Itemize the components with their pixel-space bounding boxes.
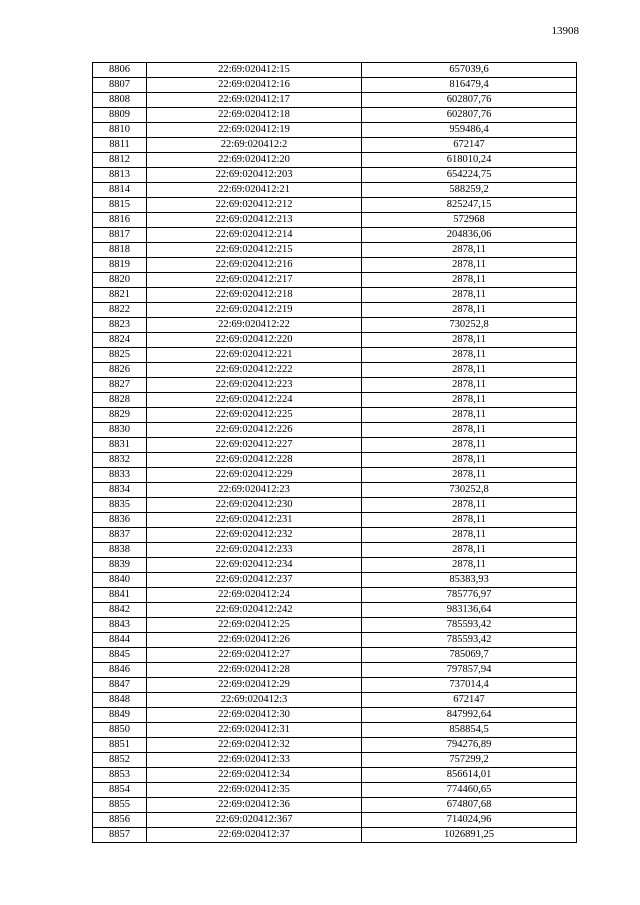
table-row	[93, 423, 577, 438]
value-cell: 204836,06	[362, 228, 577, 243]
value-cell: 714024,96	[362, 813, 577, 828]
table-row	[93, 768, 577, 783]
cadastral-number-cell: 22:69:020412:242	[147, 603, 362, 618]
value-cell: 774460,65	[362, 783, 577, 798]
table-row	[93, 678, 577, 693]
table-body	[93, 63, 577, 843]
row-number-cell: 8843	[93, 618, 147, 633]
cadastral-number-cell: 22:69:020412:229	[147, 468, 362, 483]
table-row	[93, 138, 577, 153]
row-number-cell: 8826	[93, 363, 147, 378]
value-cell: 572968	[362, 213, 577, 228]
cadastral-number-cell: 22:69:020412:225	[147, 408, 362, 423]
table-row	[93, 693, 577, 708]
value-cell: 2878,11	[362, 243, 577, 258]
cadastral-number-cell: 22:69:020412:17	[147, 93, 362, 108]
row-number-cell: 8849	[93, 708, 147, 723]
table-row	[93, 273, 577, 288]
cadastral-number-cell: 22:69:020412:19	[147, 123, 362, 138]
cadastral-number-cell: 22:69:020412:224	[147, 393, 362, 408]
cadastral-number-cell: 22:69:020412:226	[147, 423, 362, 438]
table-row	[93, 168, 577, 183]
table-row	[93, 588, 577, 603]
cadastral-number-cell: 22:69:020412:25	[147, 618, 362, 633]
table-row	[93, 468, 577, 483]
value-cell: 2878,11	[362, 498, 577, 513]
cadastral-number-cell: 22:69:020412:214	[147, 228, 362, 243]
value-cell: 602807,76	[362, 108, 577, 123]
row-number-cell: 8813	[93, 168, 147, 183]
table-row	[93, 348, 577, 363]
row-number-cell: 8818	[93, 243, 147, 258]
cadastral-number-cell: 22:69:020412:234	[147, 558, 362, 573]
table-row	[93, 303, 577, 318]
row-number-cell: 8827	[93, 378, 147, 393]
table-row	[93, 483, 577, 498]
cadastral-number-cell: 22:69:020412:26	[147, 633, 362, 648]
row-number-cell: 8838	[93, 543, 147, 558]
row-number-cell: 8831	[93, 438, 147, 453]
cadastral-number-cell: 22:69:020412:223	[147, 378, 362, 393]
table-row	[93, 723, 577, 738]
value-cell: 2878,11	[362, 558, 577, 573]
row-number-cell: 8841	[93, 588, 147, 603]
table-row	[93, 708, 577, 723]
value-cell: 2878,11	[362, 453, 577, 468]
row-number-cell: 8839	[93, 558, 147, 573]
table-row	[93, 93, 577, 108]
table-row	[93, 363, 577, 378]
value-cell: 730252,8	[362, 318, 577, 333]
table-row	[93, 783, 577, 798]
value-cell: 85383,93	[362, 573, 577, 588]
value-cell: 816479,4	[362, 78, 577, 93]
table-row	[93, 573, 577, 588]
row-number-cell: 8807	[93, 78, 147, 93]
row-number-cell: 8833	[93, 468, 147, 483]
table-row	[93, 738, 577, 753]
value-cell: 2878,11	[362, 528, 577, 543]
row-number-cell: 8829	[93, 408, 147, 423]
value-cell: 2878,11	[362, 513, 577, 528]
value-cell: 602807,76	[362, 93, 577, 108]
table-row	[93, 228, 577, 243]
value-cell: 856614,01	[362, 768, 577, 783]
row-number-cell: 8812	[93, 153, 147, 168]
table-row	[93, 663, 577, 678]
value-cell: 657039,6	[362, 63, 577, 78]
value-cell: 2878,11	[362, 543, 577, 558]
row-number-cell: 8856	[93, 813, 147, 828]
cadastral-number-cell: 22:69:020412:20	[147, 153, 362, 168]
row-number-cell: 8857	[93, 828, 147, 843]
row-number-cell: 8830	[93, 423, 147, 438]
table-row	[93, 78, 577, 93]
value-cell: 983136,64	[362, 603, 577, 618]
row-number-cell: 8850	[93, 723, 147, 738]
cadastral-number-cell: 22:69:020412:212	[147, 198, 362, 213]
cadastral-number-cell: 22:69:020412:24	[147, 588, 362, 603]
value-cell: 2878,11	[362, 288, 577, 303]
table-row	[93, 453, 577, 468]
table-row	[93, 243, 577, 258]
row-number-cell: 8848	[93, 693, 147, 708]
cadastral-number-cell: 22:69:020412:21	[147, 183, 362, 198]
row-number-cell: 8808	[93, 93, 147, 108]
value-cell: 757299,2	[362, 753, 577, 768]
table-row	[93, 438, 577, 453]
table-row	[93, 333, 577, 348]
table-row	[93, 63, 577, 78]
table-row	[93, 828, 577, 843]
row-number-cell: 8845	[93, 648, 147, 663]
row-number-cell: 8811	[93, 138, 147, 153]
value-cell: 2878,11	[362, 348, 577, 363]
cadastral-number-cell: 22:69:020412:228	[147, 453, 362, 468]
row-number-cell: 8806	[93, 63, 147, 78]
table-row	[93, 603, 577, 618]
cadastral-number-cell: 22:69:020412:36	[147, 798, 362, 813]
cadastral-number-cell: 22:69:020412:3	[147, 693, 362, 708]
cadastral-number-cell: 22:69:020412:218	[147, 288, 362, 303]
value-cell: 858854,5	[362, 723, 577, 738]
cadastral-number-cell: 22:69:020412:15	[147, 63, 362, 78]
row-number-cell: 8834	[93, 483, 147, 498]
cadastral-number-cell: 22:69:020412:37	[147, 828, 362, 843]
cadastral-number-cell: 22:69:020412:16	[147, 78, 362, 93]
value-cell: 2878,11	[362, 408, 577, 423]
row-number-cell: 8851	[93, 738, 147, 753]
table-row	[93, 513, 577, 528]
table-row	[93, 543, 577, 558]
table-row	[93, 123, 577, 138]
row-number-cell: 8828	[93, 393, 147, 408]
cadastral-number-cell: 22:69:020412:215	[147, 243, 362, 258]
row-number-cell: 8819	[93, 258, 147, 273]
row-number-cell: 8847	[93, 678, 147, 693]
table-row	[93, 183, 577, 198]
table-row	[93, 258, 577, 273]
row-number-cell: 8855	[93, 798, 147, 813]
cadastral-number-cell: 22:69:020412:34	[147, 768, 362, 783]
row-number-cell: 8814	[93, 183, 147, 198]
table-row	[93, 648, 577, 663]
value-cell: 785776,97	[362, 588, 577, 603]
value-cell: 674807,68	[362, 798, 577, 813]
row-number-cell: 8809	[93, 108, 147, 123]
value-cell: 2878,11	[362, 468, 577, 483]
row-number-cell: 8846	[93, 663, 147, 678]
table-row	[93, 198, 577, 213]
cadastral-number-cell: 22:69:020412:31	[147, 723, 362, 738]
row-number-cell: 8835	[93, 498, 147, 513]
row-number-cell: 8844	[93, 633, 147, 648]
table-row	[93, 408, 577, 423]
cadastral-number-cell: 22:69:020412:32	[147, 738, 362, 753]
cadastral-number-cell: 22:69:020412:219	[147, 303, 362, 318]
cadastral-number-cell: 22:69:020412:221	[147, 348, 362, 363]
table-row	[93, 378, 577, 393]
row-number-cell: 8824	[93, 333, 147, 348]
cadastral-number-cell: 22:69:020412:30	[147, 708, 362, 723]
value-cell: 825247,15	[362, 198, 577, 213]
page-number: 13908	[551, 25, 579, 37]
value-cell: 2878,11	[362, 423, 577, 438]
row-number-cell: 8823	[93, 318, 147, 333]
value-cell: 730252,8	[362, 483, 577, 498]
value-cell: 2878,11	[362, 273, 577, 288]
value-cell: 672147	[362, 693, 577, 708]
cadastral-number-cell: 22:69:020412:27	[147, 648, 362, 663]
table-row	[93, 108, 577, 123]
value-cell: 618010,24	[362, 153, 577, 168]
cadastral-number-cell: 22:69:020412:233	[147, 543, 362, 558]
value-cell: 2878,11	[362, 363, 577, 378]
row-number-cell: 8832	[93, 453, 147, 468]
cadastral-number-cell: 22:69:020412:220	[147, 333, 362, 348]
row-number-cell: 8815	[93, 198, 147, 213]
row-number-cell: 8840	[93, 573, 147, 588]
row-number-cell: 8837	[93, 528, 147, 543]
value-cell: 654224,75	[362, 168, 577, 183]
cadastral-number-cell: 22:69:020412:203	[147, 168, 362, 183]
cadastral-number-cell: 22:69:020412:28	[147, 663, 362, 678]
table-row	[93, 633, 577, 648]
row-number-cell: 8853	[93, 768, 147, 783]
cadastral-number-cell: 22:69:020412:367	[147, 813, 362, 828]
row-number-cell: 8816	[93, 213, 147, 228]
cadastral-number-cell: 22:69:020412:230	[147, 498, 362, 513]
row-number-cell: 8817	[93, 228, 147, 243]
value-cell: 2878,11	[362, 378, 577, 393]
cadastral-number-cell: 22:69:020412:18	[147, 108, 362, 123]
value-cell: 588259,2	[362, 183, 577, 198]
cadastral-number-cell: 22:69:020412:227	[147, 438, 362, 453]
row-number-cell: 8842	[93, 603, 147, 618]
cadastral-number-cell: 22:69:020412:29	[147, 678, 362, 693]
value-cell: 847992,64	[362, 708, 577, 723]
cadastral-number-cell: 22:69:020412:22	[147, 318, 362, 333]
value-cell: 672147	[362, 138, 577, 153]
cadastral-number-cell: 22:69:020412:2	[147, 138, 362, 153]
table-row	[93, 318, 577, 333]
cadastral-number-cell: 22:69:020412:35	[147, 783, 362, 798]
table-row	[93, 798, 577, 813]
value-cell: 785593,42	[362, 618, 577, 633]
table-row	[93, 288, 577, 303]
value-cell: 2878,11	[362, 303, 577, 318]
table-row	[93, 813, 577, 828]
cadastral-number-cell: 22:69:020412:23	[147, 483, 362, 498]
value-cell: 959486,4	[362, 123, 577, 138]
cadastral-number-cell: 22:69:020412:232	[147, 528, 362, 543]
row-number-cell: 8810	[93, 123, 147, 138]
value-cell: 2878,11	[362, 333, 577, 348]
value-cell: 785069,7	[362, 648, 577, 663]
table-row	[93, 528, 577, 543]
cadastral-number-cell: 22:69:020412:33	[147, 753, 362, 768]
row-number-cell: 8820	[93, 273, 147, 288]
value-cell: 737014,4	[362, 678, 577, 693]
cadastral-number-cell: 22:69:020412:222	[147, 363, 362, 378]
cadastral-number-cell: 22:69:020412:237	[147, 573, 362, 588]
value-cell: 2878,11	[362, 258, 577, 273]
cadastral-number-cell: 22:69:020412:231	[147, 513, 362, 528]
table-row	[93, 618, 577, 633]
row-number-cell: 8822	[93, 303, 147, 318]
value-cell: 797857,94	[362, 663, 577, 678]
value-cell: 785593,42	[362, 633, 577, 648]
cadastral-number-cell: 22:69:020412:216	[147, 258, 362, 273]
row-number-cell: 8836	[93, 513, 147, 528]
table-row	[93, 753, 577, 768]
row-number-cell: 8852	[93, 753, 147, 768]
value-cell: 2878,11	[362, 438, 577, 453]
value-cell: 1026891,25	[362, 828, 577, 843]
table-row	[93, 153, 577, 168]
value-cell: 2878,11	[362, 393, 577, 408]
row-number-cell: 8854	[93, 783, 147, 798]
cadastral-number-cell: 22:69:020412:217	[147, 273, 362, 288]
row-number-cell: 8825	[93, 348, 147, 363]
cadastral-number-cell: 22:69:020412:213	[147, 213, 362, 228]
row-number-cell: 8821	[93, 288, 147, 303]
table-row	[93, 393, 577, 408]
table-row	[93, 213, 577, 228]
table-row	[93, 558, 577, 573]
table-row	[93, 498, 577, 513]
cadastral-value-table	[92, 62, 577, 843]
value-cell: 794276,89	[362, 738, 577, 753]
